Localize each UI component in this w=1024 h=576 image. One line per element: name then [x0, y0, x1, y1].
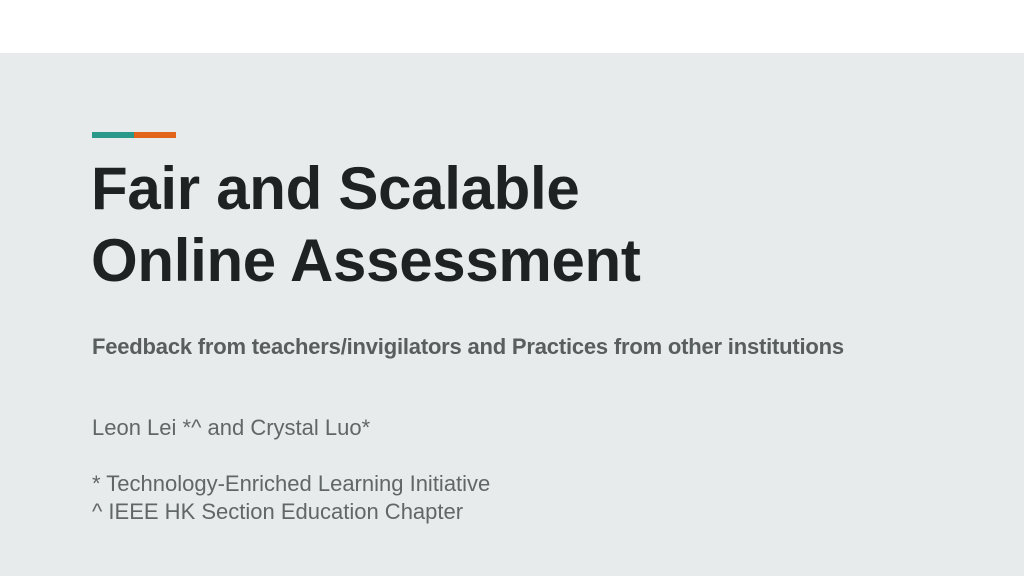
slide-subtitle: Feedback from teachers/invigilators and Practices from other institutions — [92, 334, 844, 359]
slide-canvas — [0, 53, 1024, 576]
authors-line: Leon Lei *^ and Crystal Luo* — [92, 415, 371, 440]
affiliation-teli: * Technology-Enriched Learning Initiative — [92, 471, 491, 496]
accent-orange-segment — [134, 132, 176, 138]
affiliations-block — [92, 470, 490, 526]
accent-teal-segment — [92, 132, 134, 138]
title-accent-bar — [92, 132, 176, 138]
slide-title — [91, 153, 641, 297]
slide-title-line2: Online Assessment — [91, 227, 641, 294]
slide-title-line1: Fair and Scalable — [91, 155, 580, 222]
affiliation-ieee: ^ IEEE HK Section Education Chapter — [92, 499, 464, 524]
